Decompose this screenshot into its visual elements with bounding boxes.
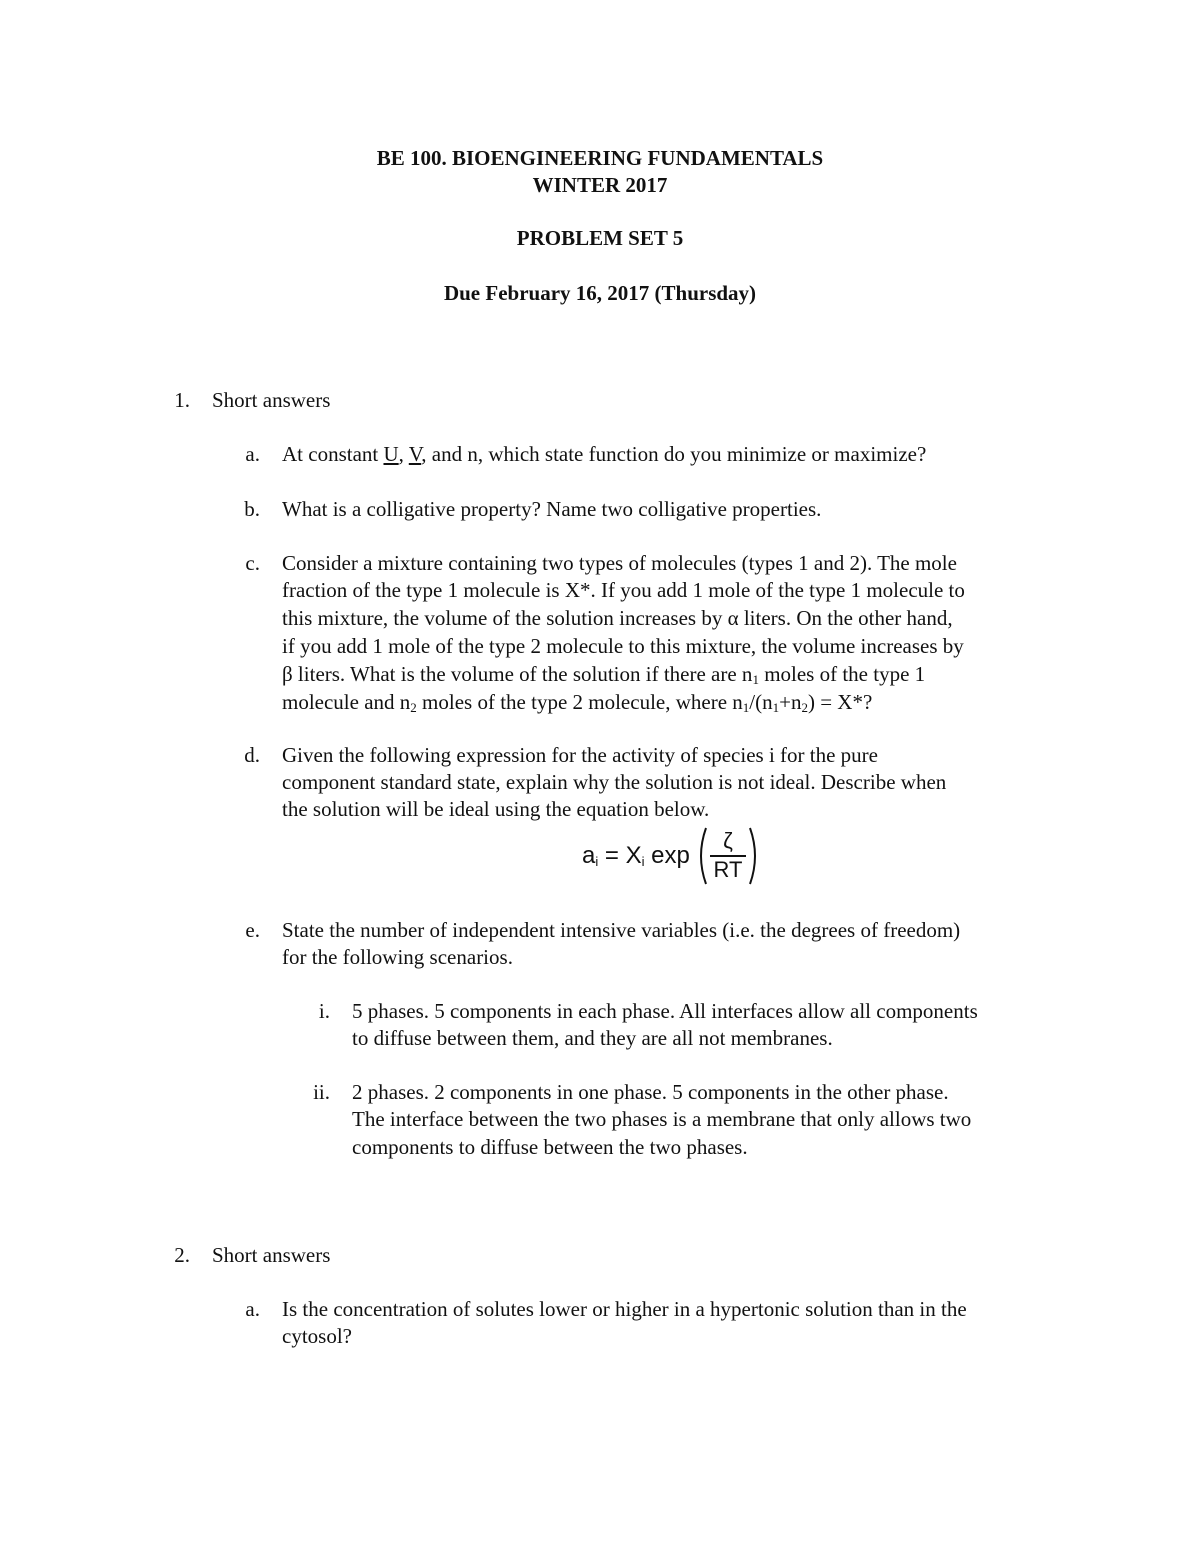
q1e-i-line: to diffuse between them, and they are all not membranes. [352,1026,833,1050]
q1e-ii-label: ii. [313,1080,330,1104]
q1c-label: c. [245,551,260,575]
q1-number: 1. [174,388,190,412]
equation-numerator: ζ [723,828,733,853]
q1a-text: At constant U, V, and n, which state function do you minimize or maximize? [282,442,927,466]
q1d-line: component standard state, explain why the solution is not ideal. Describe when [282,770,947,794]
term-title: WINTER 2017 [532,173,668,197]
q1c-line: fraction of the type 1 molecule is X*. If you add 1 mole of the type 1 molecule to [282,578,965,602]
q1e-line: State the number of independent intensive variables (i.e. the degrees of freedom) [282,918,961,942]
q1e-ii-line: The interface between the two phases is a membrane that only allows two [352,1107,972,1131]
q1a-label: a. [245,442,260,466]
problem-set-title: PROBLEM SET 5 [516,226,684,250]
equation-lhs: $a_i = X_i$ exp [582,842,690,869]
q1e-ii-line: 2 phases. 2 components in one phase. 5 components in the other phase. [352,1080,949,1104]
q1c-line: Consider a mixture containing two types of molecules (types 1 and 2). The mole [282,551,957,575]
equation-denominator: RT [713,857,743,882]
q1d-line: the solution will be ideal using the equation below. [282,797,710,821]
q1e-line: for the following scenarios. [282,945,513,969]
q2a-line: cytosol? [282,1324,352,1348]
q1e-ii-line: components to diffuse between the two phases. [352,1135,748,1159]
q2-number: 2. [174,1243,190,1267]
q1d-label: d. [244,743,260,767]
q2a-label: a. [245,1297,260,1321]
due-date: Due February 16, 2017 (Thursday) [443,281,757,305]
q1c-line: β liters. What is the volume of the solution if there are $n_1$ moles of the type 1 [282,662,926,687]
q2a-line: Is the concentration of solutes lower or higher in a hypertonic solution than in the [282,1297,967,1321]
q2-title: Short answers [212,1243,331,1267]
course-title: BE 100. BIOENGINEERING FUNDAMENTALS [376,146,824,170]
q1c-line: this mixture, the volume of the solution increases by α liters. On the other hand, [282,606,953,630]
q1d-line: Given the following expression for the activity of species i for the pure [282,743,878,767]
q1e-i-label: i. [318,999,330,1023]
q1e-label: e. [245,918,260,942]
q1c-line: if you add 1 mole of the type 2 molecule to this mixture, the volume increases by [282,634,964,658]
q1-title: Short answers [212,388,331,412]
q1e-i-line: 5 phases. 5 components in each phase. All interfaces allow all components [352,999,978,1023]
q1b-text: What is a colligative property? Name two colligative properties. [282,497,822,521]
q1c-line: molecule and $n_2$ moles of the type 2 molecule, where $n_1/(n_1+n_2) = X*$? [282,690,873,715]
q1b-label: b. [244,497,260,521]
left-paren-icon [694,826,708,886]
right-paren-icon [748,826,762,886]
